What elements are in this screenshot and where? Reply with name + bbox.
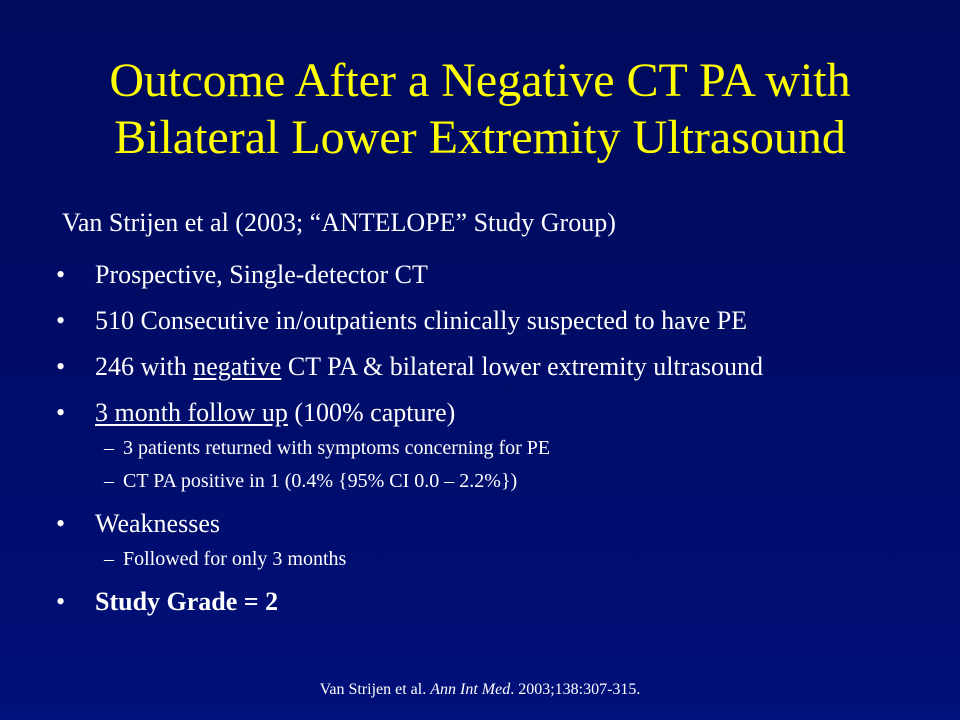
bullet-text: 510 Consecutive in/outpatients clinically suspected to have PE [95,306,748,335]
bullet-item-design [56,258,936,292]
dash-marker: – [104,470,114,492]
citation-authors: Van Strijen et al. [319,681,431,698]
dash-marker: – [104,548,114,570]
citation-journal: Ann Int Med [430,681,511,698]
bullet-marker: • [56,398,66,427]
bullet-list [56,258,936,631]
bullet-marker: • [56,306,66,335]
sub-item-follow-duration [56,547,936,571]
study-subtitle: Van Strijen et al (2003; “ANTELOPE” Study Group) [62,208,616,237]
bullet-item-study-grade [56,585,936,619]
sub-item-text: Followed for only 3 months [123,548,347,570]
bullet-text: Weaknesses [95,509,220,538]
bullet-item-population [56,304,936,338]
bullet-item-weaknesses [56,507,936,541]
bullet-text-bold: Study Grade = 2 [95,587,279,616]
sub-item-ct-positive [56,469,936,493]
follow-up-sub-list [56,436,936,493]
bullet-text: Prospective, Single-detector CT [95,260,428,289]
bullet-text-underlined: negative [193,352,282,381]
title-line-2: Bilateral Lower Extremity Ultrasound [114,111,846,164]
sub-item-text: 3 patients returned with symptoms concerning for PE [123,437,551,459]
bullet-text-post: (100% capture) [287,398,456,427]
bullet-text-post: CT PA & bilateral lower extremity ultrasound [281,352,763,381]
bullet-text-pre: 246 with [95,352,194,381]
dash-marker: – [104,437,114,459]
slide-title [40,52,920,166]
bullet-marker: • [56,260,66,289]
bullet-text-underlined: 3 month follow up [95,398,288,427]
bullet-marker: • [56,509,66,538]
title-line-1: Outcome After a Negative CT PA with [109,54,851,107]
bullet-item-negative-ct [56,350,936,384]
sub-item-text: CT PA positive in 1 (0.4% {95% CI 0.0 – 2.2%}) [123,470,518,492]
bullet-marker: • [56,352,66,381]
citation-details: . 2003;138:307-315. [510,681,641,698]
sub-item-symptoms [56,436,936,460]
bullet-marker: • [56,587,66,616]
bullet-item-follow-up [56,396,936,430]
weaknesses-sub-list [56,547,936,571]
citation [0,681,960,699]
